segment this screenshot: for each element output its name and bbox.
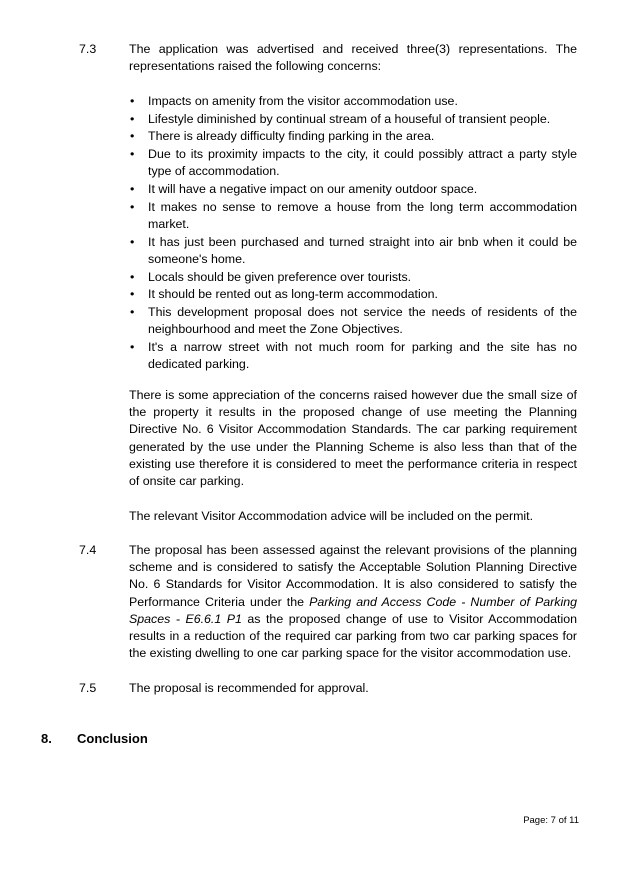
section-7-4-text: The proposal has been assessed against the relevant provisions of the planning scheme and is considered to satisfy the Acceptable Solution Planning Directive No. 6 Standards for Visitor Accommodation. It is also considered to satisfy the Performance Criteria under the Parking and Access Code - Number of Parking Spaces - E6.6.1 P1 as the proposed change of use to Visitor Accommodation results in a reduction of the required car parking from two car parking spaces for the existing dwelling to one car parking space for the visitor accommodation use. — [129, 543, 577, 661]
list-item: • It's a narrow street with not much room for parking and the site has no dedicated parking. — [130, 339, 577, 372]
list-item: • Impacts on amenity from the visitor accommodation use. — [129, 93, 577, 110]
bullet-icon: • — [130, 199, 135, 214]
bullet-icon: • — [130, 234, 135, 249]
section-number-7-4: 7.4 — [79, 543, 97, 557]
page-number: Page: 7 of 11 — [523, 815, 579, 826]
list-item: • It makes no sense to remove a house from the long term accommodation market. — [130, 199, 577, 231]
bullet-icon: • — [130, 129, 135, 144]
section-7-5-text: The proposal is recommended for approval. — [129, 681, 369, 695]
heading-title: Conclusion — [77, 731, 148, 746]
heading-number: 8. — [41, 731, 52, 746]
list-item: • Due to its proximity impacts to the city, it could possibly attract a party style type of accommodation. — [130, 147, 577, 179]
bullet-icon: • — [130, 111, 135, 126]
list-item: • It has just been purchased and turned straight into air bnb when it could be someone's home. — [130, 234, 577, 266]
list-item: • This development proposal does not service the needs of residents of the neighbourhood and meet the Zone Objectives. — [130, 304, 577, 337]
list-item: • It will have a negative impact on our amenity outdoor space. — [129, 181, 577, 198]
bullet-icon: • — [130, 182, 135, 197]
section-number-7-3: 7.3 — [79, 42, 97, 56]
section-7-3-paragraph-1: There is some appreciation of the concerns raised however due the small size of the property it results in the proposed change of use meeting the Planning Directive No. 6 Visitor Accommodation Standards. The car parking requirement generated by the use under the Planning Scheme is also less than that of the existing use therefore it is considered to meet the performance criteria in respect of onsite car parking. — [129, 388, 577, 489]
list-item: • It should be rented out as long-term accommodation. — [129, 286, 577, 303]
list-item: • There is already difficulty finding parking in the area. — [129, 128, 577, 145]
bullet-icon: • — [130, 304, 135, 319]
bullet-icon: • — [130, 287, 135, 302]
concerns-list — [129, 93, 577, 374]
section-number-7-5: 7.5 — [79, 681, 97, 695]
bullet-icon: • — [130, 147, 135, 162]
section-7-3-intro: The application was advertised and received three(3) representations. The representations raised the following concerns: — [129, 42, 577, 74]
bullet-icon: • — [130, 94, 135, 108]
bullet-icon: • — [130, 269, 135, 284]
list-item: • Locals should be given preference over tourists. — [129, 269, 577, 286]
list-item: • Lifestyle diminished by continual stream of a houseful of transient people. — [129, 111, 577, 128]
section-7-3-paragraph-2: The relevant Visitor Accommodation advice will be included on the permit. — [129, 509, 534, 523]
bullet-icon: • — [130, 339, 135, 354]
code-reference: Parking and Access Code - Number of Parking Spaces - E6.6.1 P1 — [129, 594, 577, 626]
